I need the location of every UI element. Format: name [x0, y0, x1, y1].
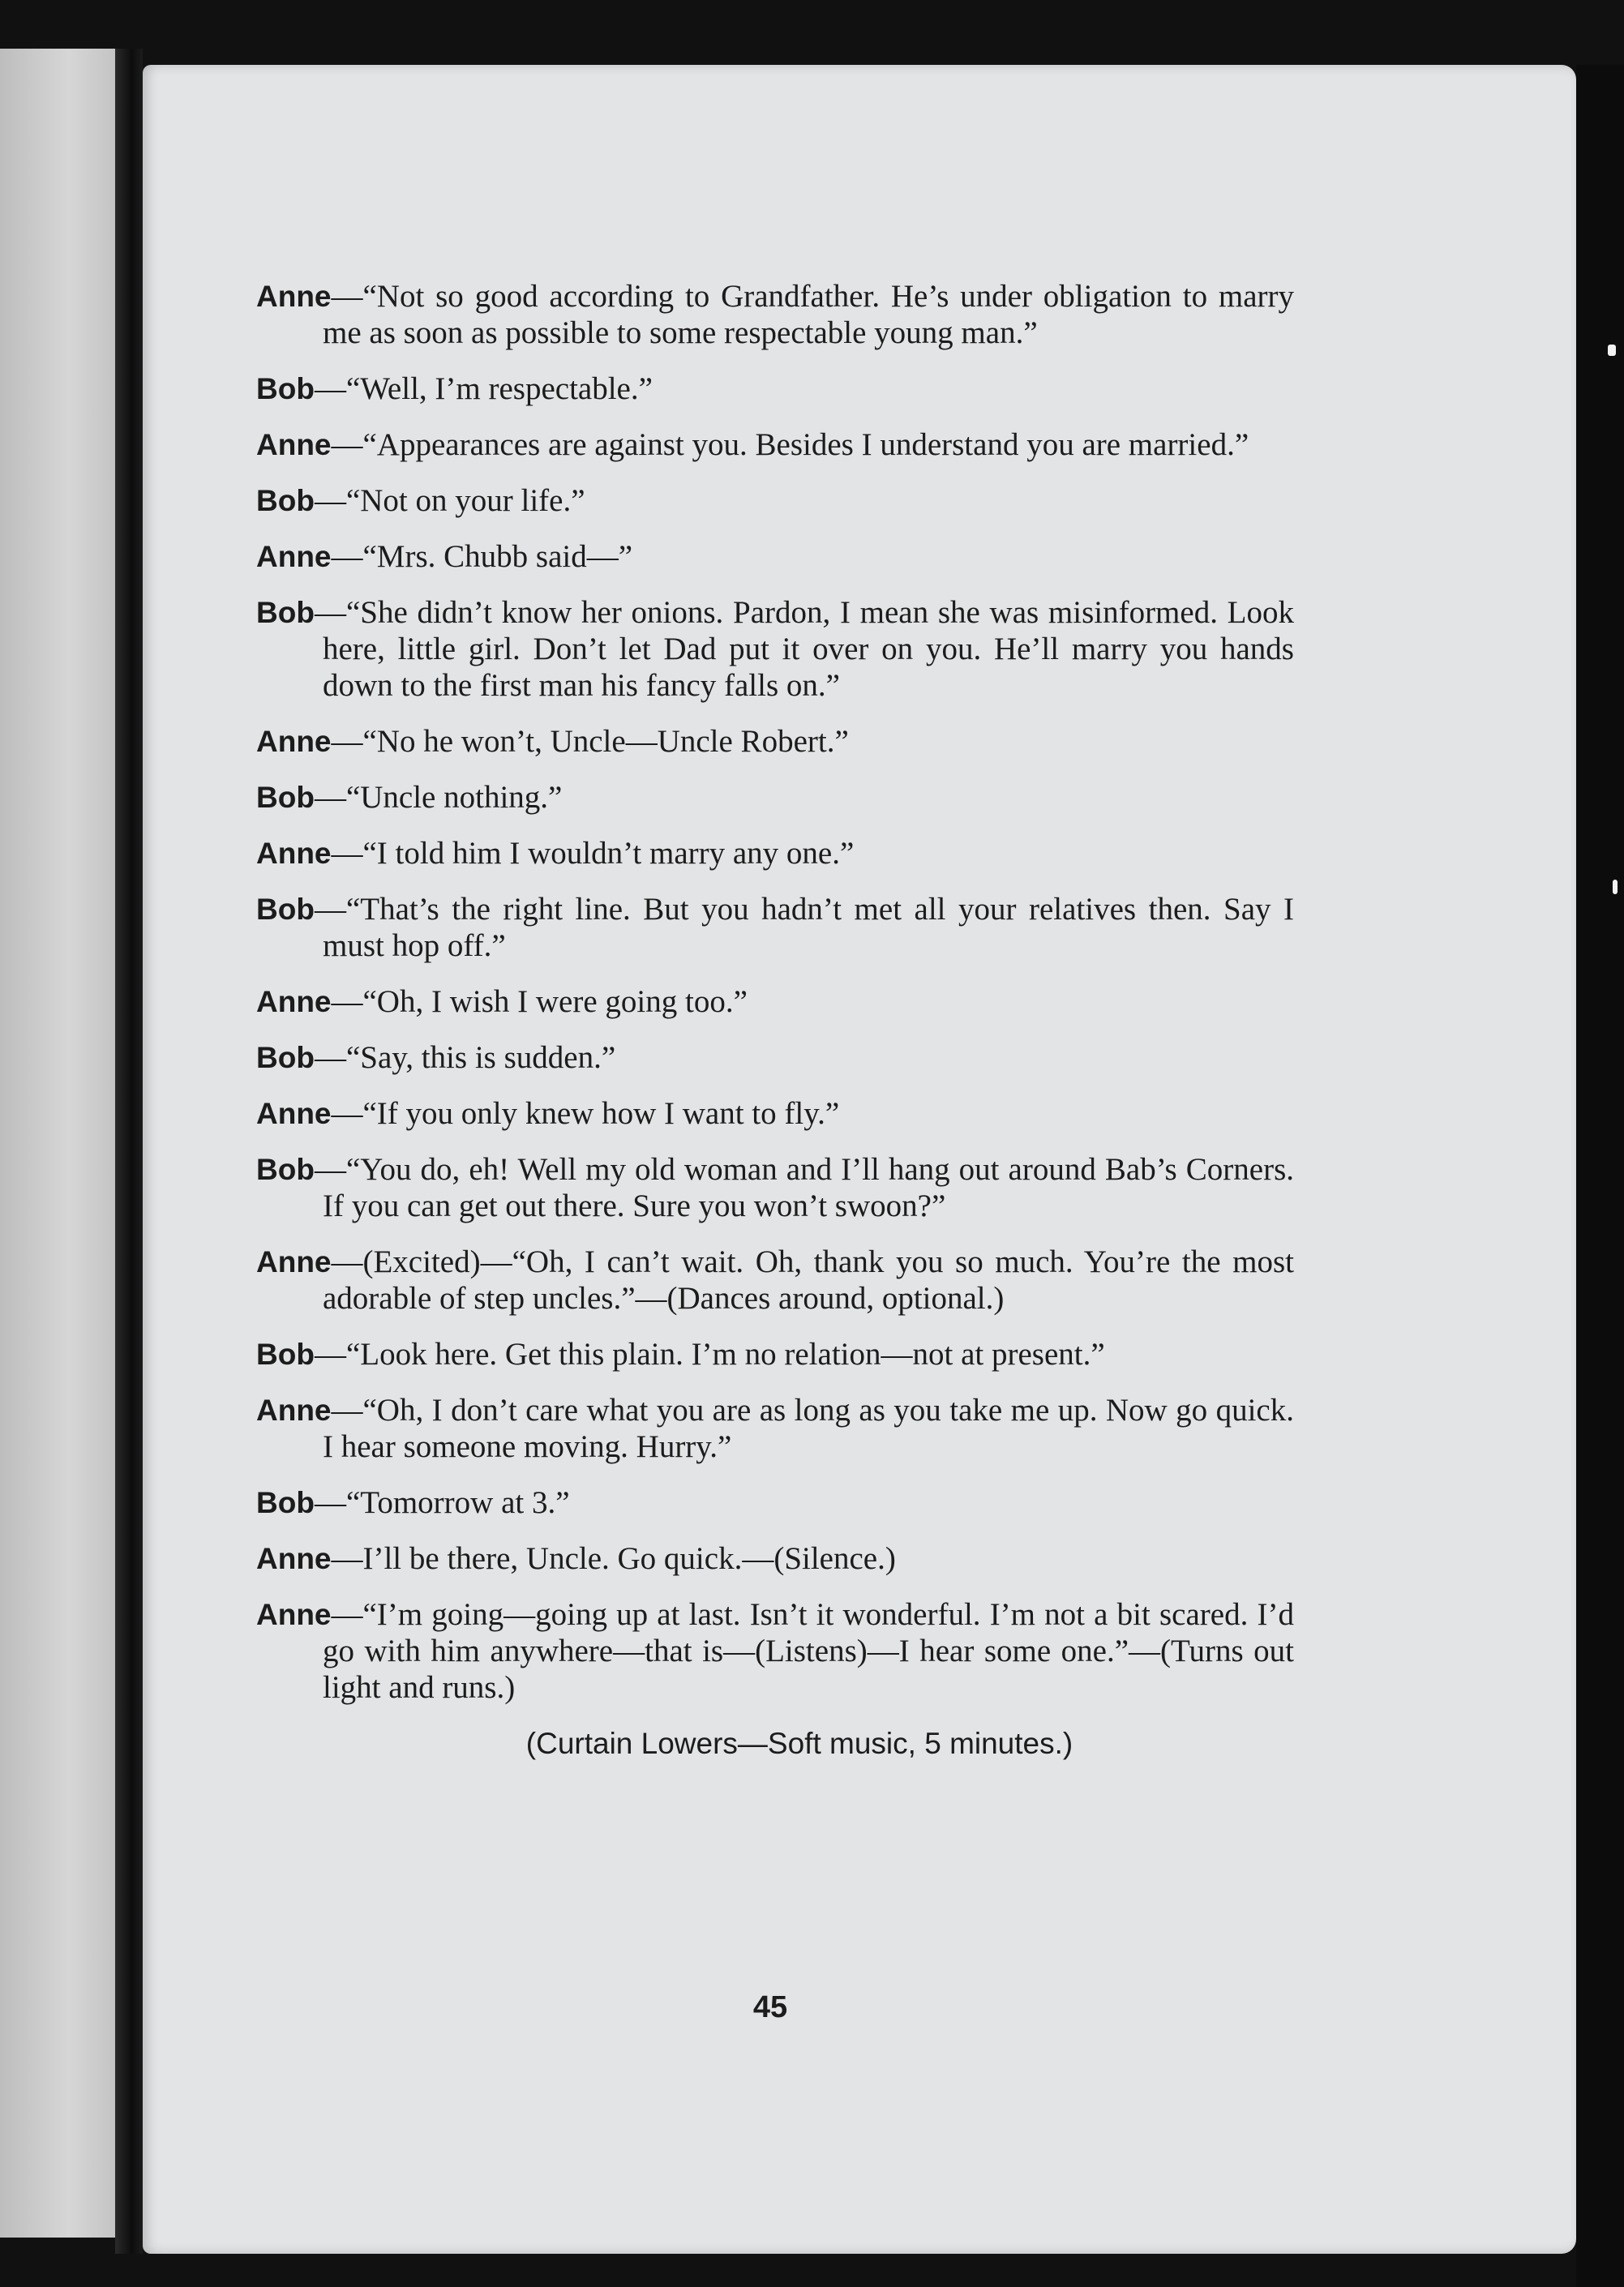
dialogue-text: —(Excited)—“Oh, I can’t wait. Oh, thank you so much. You’re the most adorable of step uncles.”—(Dances around, optional.) — [323, 1244, 1294, 1316]
dialogue-line — [256, 1244, 1294, 1317]
speaker-name: Bob — [256, 372, 315, 405]
dialogue-text: —“You do, eh! Well my old woman and I’ll hang out around Bab’s Corners. If you can get out there. Sure you won’t swoon?” — [314, 1152, 1294, 1223]
dialogue-line — [256, 1039, 1294, 1076]
speaker-name: Bob — [256, 1041, 315, 1074]
dialogue-text: —“I told him I wouldn’t marry any one.” — [331, 836, 855, 871]
book-gutter — [115, 49, 143, 2254]
speaker-name: Anne — [256, 1394, 332, 1427]
dialogue-text: —I’ll be there, Uncle. Go quick.—(Silence.) — [331, 1541, 896, 1576]
speaker-name: Anne — [256, 1542, 332, 1575]
dialogue-line — [256, 891, 1294, 964]
dialogue-line — [256, 835, 1294, 872]
dialogue-text: —“Look here. Get this plain. I’m no relation—not at present.” — [314, 1337, 1105, 1372]
dialogue-line — [256, 538, 1294, 575]
speaker-name: Bob — [256, 1338, 315, 1371]
speaker-name: Anne — [256, 1097, 332, 1130]
dialogue-line — [256, 278, 1294, 351]
speaker-name: Bob — [256, 1153, 315, 1186]
dialogue-text: —“If you only knew how I want to fly.” — [331, 1096, 840, 1131]
dialogue-text: —“I’m going—going up at last. Isn’t it wonderful. I’m not a bit scared. I’d go with him anywhere—that is—(Listens)—I hear some one.”—(Turns out light and runs.) — [323, 1597, 1294, 1705]
speaker-name: Anne — [256, 540, 332, 573]
dialogue-text: —“Well, I’m respectable.” — [314, 371, 653, 406]
page-border-right — [1576, 65, 1624, 2287]
dialogue-text: —“Oh, I don’t care what you are as long as you take me up. Now go quick. I hear someone moving. Hurry.” — [323, 1393, 1294, 1464]
scan-speck — [1608, 345, 1616, 356]
dialogue-text: —“Appearances are against you. Besides I understand you are married.” — [331, 427, 1249, 462]
speaker-name: Bob — [256, 596, 315, 629]
dialogue-line — [256, 594, 1294, 704]
left-page-edge — [0, 49, 115, 2238]
stage-direction: (Curtain Lowers—Soft music, 5 minutes.) — [525, 1727, 1073, 1760]
dialogue-text: —“Say, this is sudden.” — [314, 1040, 616, 1075]
dialogue-text: —“Not on your life.” — [314, 483, 585, 518]
speaker-name: Anne — [256, 985, 332, 1018]
dialogue-line — [256, 779, 1294, 816]
dialogue-line — [256, 1151, 1294, 1224]
dialogue-line — [256, 1336, 1294, 1373]
dialogue-line — [256, 1540, 1294, 1577]
speaker-name: Anne — [256, 280, 332, 313]
dialogue-line — [256, 1596, 1294, 1706]
dialogue-text: —“She didn’t know her onions. Pardon, I mean she was misinformed. Look here, little girl. Don’t let Dad put it over on you. He’ll marry you hands down to the first man his fancy falls on.” — [314, 595, 1294, 703]
dialogue-line — [256, 370, 1294, 407]
dialogue-text: —“That’s the right line. But you hadn’t met all your relatives then. Say I must hop off.” — [314, 892, 1294, 963]
dialogue-line — [256, 1392, 1294, 1465]
dialogue-line — [256, 983, 1294, 1020]
dialogue-line — [256, 482, 1294, 519]
speaker-name: Anne — [256, 1598, 332, 1631]
dialogue-line — [256, 723, 1294, 760]
dialogue-text: —“Mrs. Chubb said—” — [331, 539, 633, 574]
speaker-name: Anne — [256, 428, 332, 461]
dialogue-line — [256, 426, 1294, 463]
dialogue-text: —“Not so good according to Grandfather. He’s under obligation to marry me as soon as possible to some respectable young man.” — [323, 279, 1294, 350]
scan-speck — [1613, 880, 1618, 894]
page-number: 45 — [752, 1990, 788, 2024]
speaker-name: Anne — [256, 837, 332, 870]
dialogue-line — [256, 1484, 1294, 1521]
dialogue-text: —“No he won’t, Uncle—Uncle Robert.” — [331, 724, 849, 759]
speaker-name: Bob — [256, 781, 315, 814]
dialogue-text: —“Uncle nothing.” — [314, 780, 563, 815]
play-dialogue — [256, 278, 1294, 1762]
speaker-name: Anne — [256, 1245, 332, 1278]
dialogue-text: —“Tomorrow at 3.” — [314, 1485, 570, 1520]
speaker-name: Bob — [256, 484, 315, 517]
speaker-name: Bob — [256, 893, 315, 926]
dialogue-text: —“Oh, I wish I were going too.” — [331, 984, 748, 1019]
dialogue-line — [256, 1095, 1294, 1132]
speaker-name: Bob — [256, 1486, 315, 1519]
speaker-name: Anne — [256, 725, 332, 758]
